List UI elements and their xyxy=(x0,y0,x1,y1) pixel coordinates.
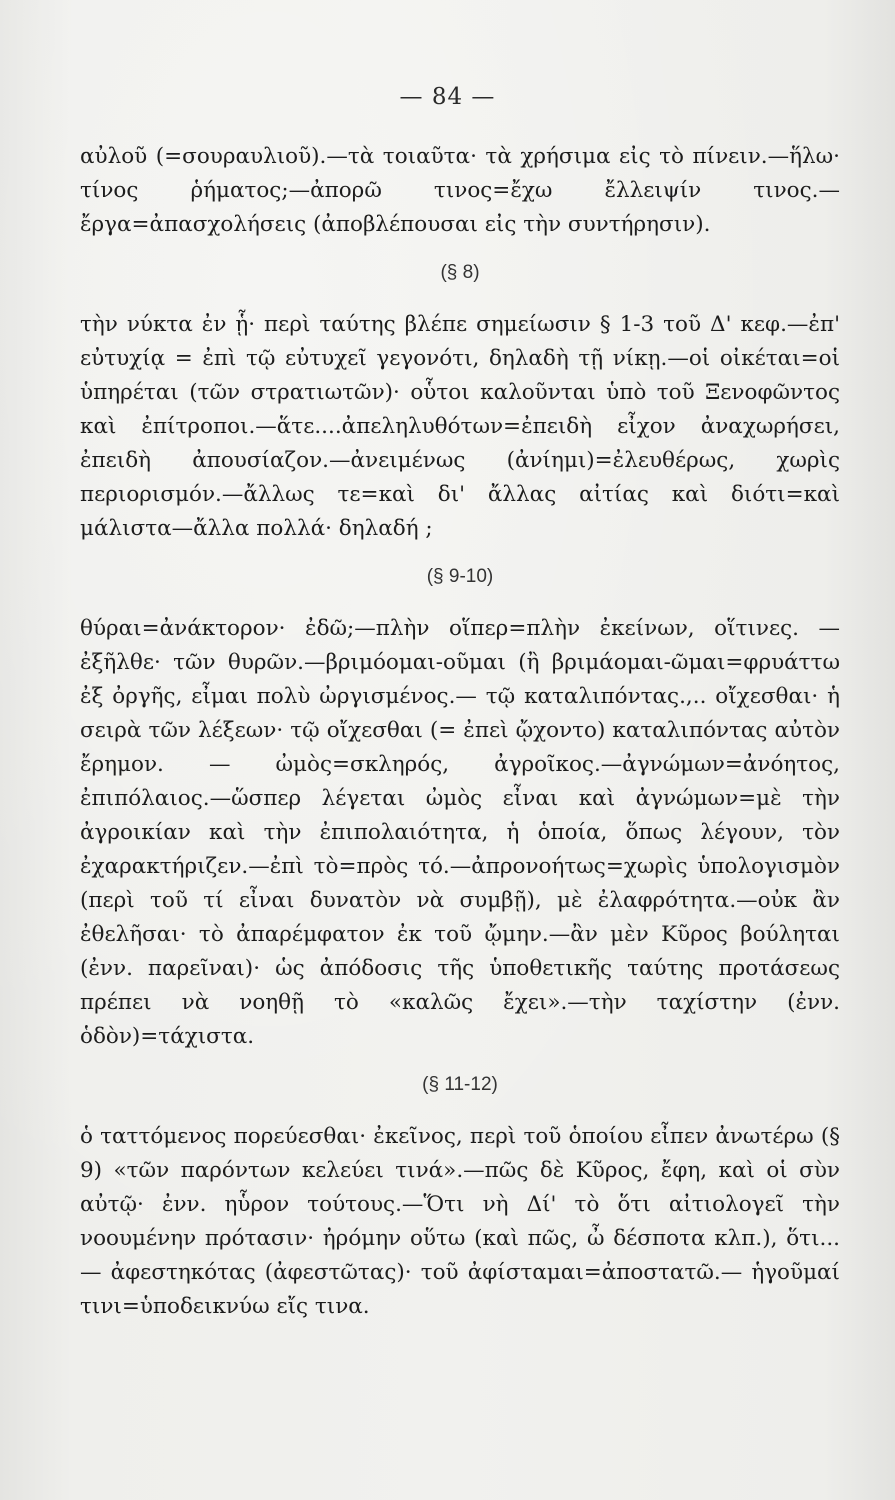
commentary-text xyxy=(80,140,840,1324)
paragraph-thyrai: θύραι=ἀνάκτορον· ἐδῶ;—πλὴν οἵπερ=πλὴν ἐκείνων, οἵτινες. — ἐξῆλθε· τῶν θυρῶν.—βριμόομαι-οῦμαι (ἢ βριμάομαι-ῶμαι=φρυάττω ἐξ ὀργῆς, εἶμαι πολὺ ὠργισμένος.— τῷ καταλιπόντας.,.. οἴχεσθαι· ἡ σειρὰ τῶν λέξεων· τῷ οἴχεσθαι (= ἐπεὶ ᾤχοντο) καταλιπόντας αὐτὸν ἔρημον. — ὠμὸς=σκληρός, ἀγροῖκος.—ἀγνώμων=ἀνόητος, ἐπιπόλαιος.—ὥσπερ λέγεται ὠμὸς εἶναι καὶ ἀγνώμων=μὲ τὴν ἀγροικίαν καὶ τὴν ἐπιπολαιότητα, ἡ ὁποία, ὅπως λέγουν, τὸν ἐχαρακτήριζεν.—ἐπὶ τὸ=πρὸς τό.—ἀπρονοήτως=χωρὶς ὑπολογισμὸν (περὶ τοῦ τί εἶναι δυνατὸν νὰ συμβῇ), μὲ ἐλαφρότητα.—οὐκ ἂν ἐθελῆσαι· τὸ ἀπαρέμφατον ἐκ τοῦ ᾤμην.—ἂν μὲν Κῦρος βούληται (ἐνν. παρεῖναι)· ὡς ἀπόδοσις τῆς ὑποθετικῆς ταύτης προτάσεως πρέπει νὰ νοηθῇ τὸ «καλῶς ἔχει».—τὴν ταχίστην (ἐνν. ὁδὸν)=τάχιστα. xyxy=(80,616,840,1049)
section-heading-9-10: (§ 9-10) xyxy=(426,566,494,587)
paragraph-aulou: αὐλοῦ (=σουραυλιοῦ).—τὰ τοιαῦτα· τὰ χρήσιμα εἰς τὸ πίνειν.—ἥλω· τίνος ῥήματος;—ἀπορῶ τινος=ἔχω ἔλλειψίν τινος.—ἔργα=ἀπασχολήσεις (ἀποβλέπουσαι εἰς τὴν συντήρησιν). xyxy=(80,144,840,237)
section-heading-8: (§ 8) xyxy=(440,262,480,283)
page-number: — 84 — xyxy=(399,84,496,110)
paragraph-nykta: τὴν νύκτα ἐν ᾗ· περὶ ταύτης βλέπε σημείωσιν § 1-3 τοῦ Δ' κεφ.—ἐπ' εὐτυχίᾳ = ἐπὶ τῷ εὐτυχεῖ γεγονότι, δηλαδὴ τῇ νίκῃ.—οἱ οἰκέται=οἱ ὑπηρέται (τῶν στρατιωτῶν)· οὗτοι καλοῦνται ὑπὸ τοῦ Ξενοφῶντος καὶ ἐπίτροποι.—ἅτε....ἀπεληλυθότων=ἐπειδὴ εἶχον ἀναχωρήσει, ἐπειδὴ ἀπουσίαζον.—ἀνειμένως (ἀνίημι)=ἐλευθέρως, χωρὶς περιορισμόν.—ἄλλως τε=καὶ δι' ἄλλας αἰτίας καὶ διότι=καὶ μάλιστα—ἄλλα πολλά· δηλαδή ; xyxy=(80,312,840,541)
section-heading-11-12: (§ 11-12) xyxy=(422,1074,498,1095)
paragraph-tattomenos: ὁ ταττόμενος πορεύεσθαι· ἐκεῖνος, περὶ τοῦ ὁποίου εἶπεν ἀνωτέρω (§ 9) «τῶν παρόντων κελεύει τινά».—πῶς δὲ Κῦρος, ἔφη, καὶ οἱ σὺν αὐτῷ· ἐνν. ηὗρον τούτους.—Ὅτι νὴ Δί' τὸ ὅτι αἰτιολογεῖ τὴν νοουμένην πρότασιν· ἠρόμην οὕτω (καὶ πῶς, ὦ δέσποτα κλπ.), ὅτι... — ἀφεστηκότας (ἀφεστῶτας)· τοῦ ἀφίσταμαι=ἀποστατῶ.— ἡγοῦμαί τινι=ὑποδεικνύω εἴς τινα. xyxy=(80,1124,840,1319)
